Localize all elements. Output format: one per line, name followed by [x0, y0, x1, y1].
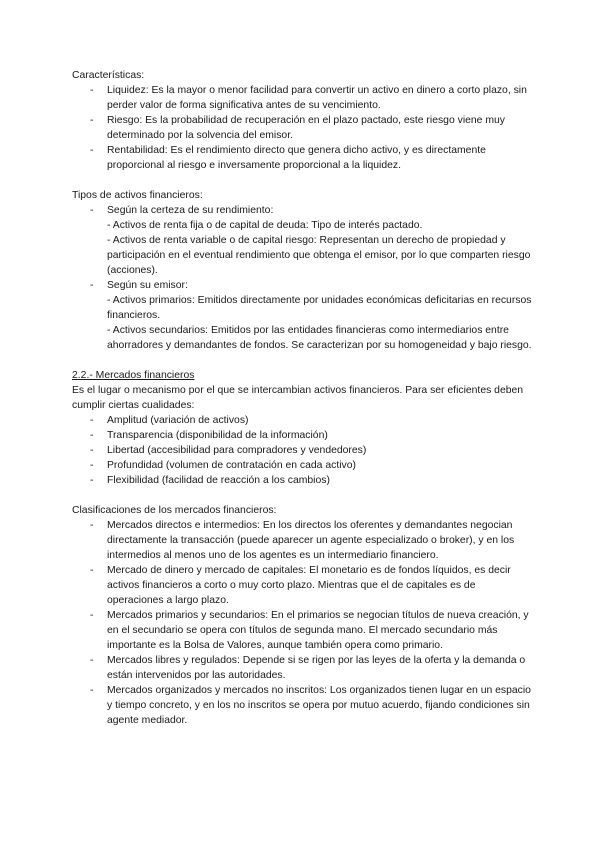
caracteristicas-heading: Características:: [72, 70, 145, 81]
list-item: - Transparencia (disponibilidad de la información): [72, 428, 532, 443]
list-item: - Liquidez: Es la mayor o menor facilidad para convertir un activo en dinero a corto plazo, sin perder valor de forma significativa antes de su vencimiento.: [72, 83, 532, 113]
list-item: - Profundidad (volumen de contratación en cada activo): [72, 458, 532, 473]
list-item: - Flexibilidad (facilidad de reacción a los cambios): [72, 473, 532, 488]
list-item: - Mercados libres y regulados: Depende si se rigen por las leyes de la oferta y la demanda o están intervenidos por las autoridades.: [72, 653, 532, 683]
sub-item: - Activos primarios: Emitidos directamente por unidades económicas deficitarias en recursos financieros.: [107, 295, 532, 321]
list-item: - Amplitud (variación de activos): [72, 413, 532, 428]
section-mercados: [72, 368, 532, 488]
list-item: - Mercados organizados y mercados no inscritos: Los organizados tienen lugar en un espacio y tiempo concreto, y en los no inscritos se opera por mutuo acuerdo, fijando condiciones sin agente mediador.: [72, 683, 532, 728]
section-clasificaciones: [72, 503, 532, 728]
mercados-title: 2.2.- Mercados financieros: [72, 370, 195, 381]
clasificaciones-list: [72, 518, 532, 728]
sub-item: - Activos de renta variable o de capital riesgo: Representan un derecho de propiedad y participación en el eventual rendimiento que obtenga el emisor, por lo que comparten riesgo (acciones).: [107, 235, 531, 276]
list-item: [72, 278, 532, 353]
mercados-list: [72, 413, 532, 488]
caracteristicas-list: [72, 83, 532, 173]
clasificaciones-heading: Clasificaciones de los mercados financieros:: [72, 505, 277, 516]
list-item: - Rentabilidad: Es el rendimiento directo que genera dicho activo, y es directamente proporcional al riesgo e inversamente proporcional a la liquidez.: [72, 143, 532, 173]
section-tipos: [72, 188, 532, 353]
tipos-group-label: Según su emisor:: [107, 280, 188, 291]
list-item: - Mercados directos e intermedios: En los directos los oferentes y demandantes negocian directamente la transacción (puede aparecer un agente especializado o broker), y en los intermedios al menos uno de los agentes es un intermediario financiero.: [72, 518, 532, 563]
document-page: [72, 68, 532, 743]
sub-item: - Activos de renta fija o de capital de deuda: Tipo de interés pactado.: [107, 220, 423, 231]
tipos-heading: Tipos de activos financieros:: [72, 190, 203, 201]
section-caracteristicas: [72, 68, 532, 173]
mercados-intro: Es el lugar o mecanismo por el que se intercambian activos financieros. Para ser eficientes deben cumplir ciertas cualidades:: [72, 385, 524, 411]
tipos-group-label: Según la certeza de su rendimiento:: [107, 205, 274, 216]
list-item: - Mercado de dinero y mercado de capitales: El monetario es de fondos líquidos, es decir activos financieros a corto o muy corto plazo. Mientras que el de capitales es de operaciones a largo plazo.: [72, 563, 532, 608]
tipos-list: [72, 203, 532, 353]
list-item: - Riesgo: Es la probabilidad de recuperación en el plazo pactado, este riesgo viene muy determinado por la solvencia del emisor.: [72, 113, 532, 143]
list-item: - Libertad (accesibilidad para compradores y vendedores): [72, 443, 532, 458]
list-item: [72, 203, 532, 278]
list-item: - Mercados primarios y secundarios: En el primarios se negocian títulos de nueva creación, y en el secundario se opera con títulos de segunda mano. El mercado secundario más importante es la Bolsa de Valores, aunque también opera como primario.: [72, 608, 532, 653]
sub-item: - Activos secundarios: Emitidos por las entidades financieras como intermediarios entre ahorradores y demandantes de fondos. Se caracterizan por su homogeneidad y bajo riesgo.: [107, 325, 532, 351]
